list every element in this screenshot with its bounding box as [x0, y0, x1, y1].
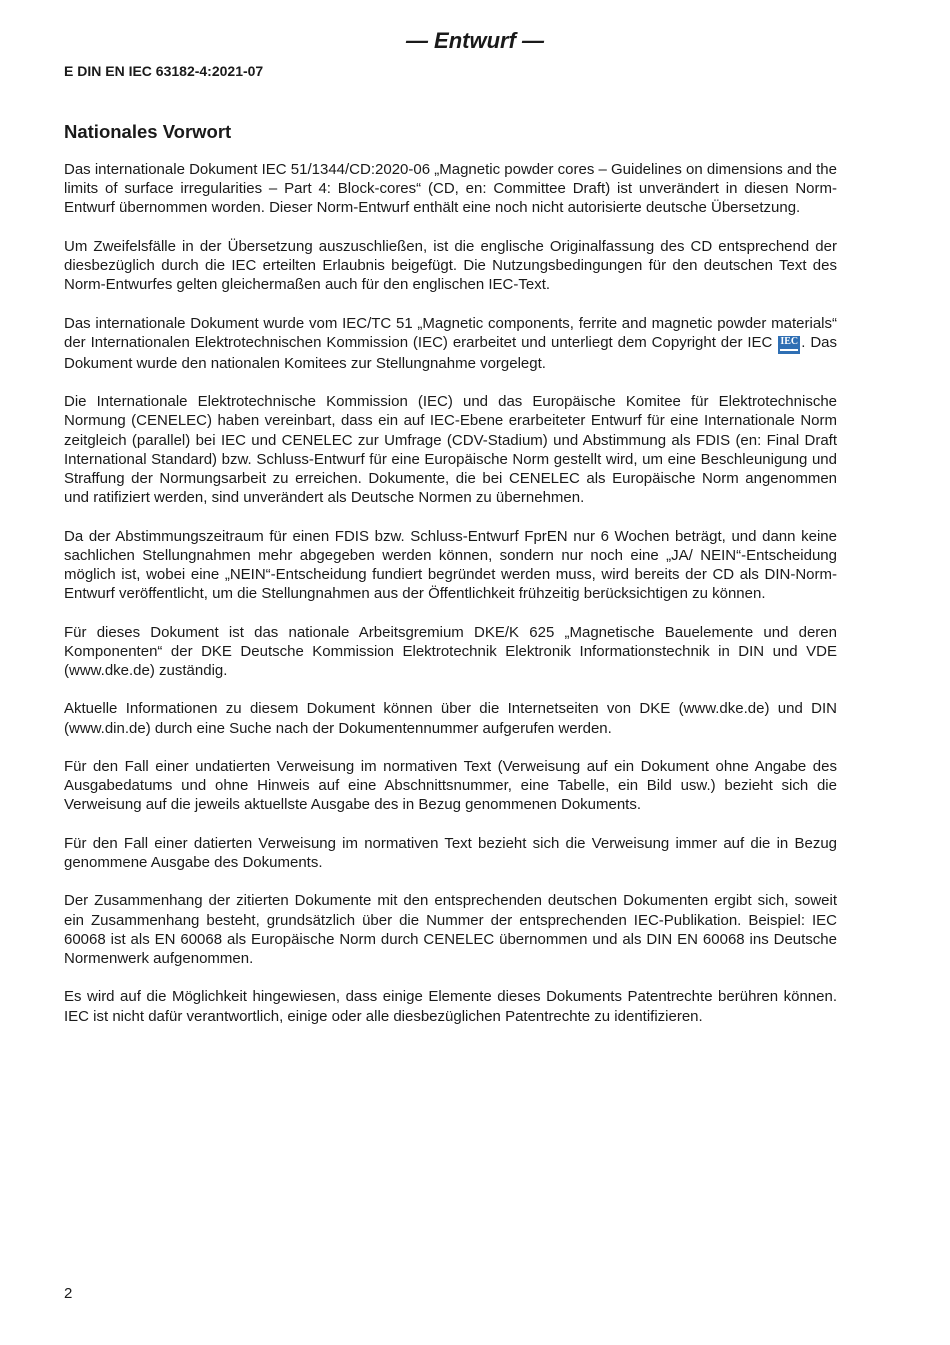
paragraph: Das internationale Dokument IEC 51/1344/CD:2020-06 „Magnetic powder cores – Guidelines on dimensions and the limits of surface irregularities – Part 4: Block-cores“ (CD, en: Committee Draft) ist unverändert in diesen Norm-Entwurf übernommen worden. Dieser Norm-Entwurf enthält eine noch nicht autorisierte deutsche Übersetzung.: [64, 161, 837, 217]
paragraph: Um Zweifelsfälle in der Übersetzung auszuschließen, ist die englische Originalfassung des CD entsprechend der diesbezüglich durch die IEC erteilten Erlaubnis beigefügt. Die Nutzungsbedingungen für den deutschen Text des Norm-Entwurfes gelten gleichermaßen auch für den englischen IEC-Text.: [64, 237, 837, 294]
iec-logo-icon: [778, 336, 800, 354]
paragraph-text: . Das Dokument wurde den nationalen Komitees zur Stellungnahme vorgelegt.: [64, 333, 838, 372]
paragraph: Aktuelle Informationen zu diesem Dokument können über die Internetseiten von DKE (www.dke.de) und DIN (www.din.de) durch eine Suche nach der Dokumentennummer aufgerufen werden.: [64, 700, 837, 737]
page-number: 2: [64, 1285, 73, 1302]
paragraph: Es wird auf die Möglichkeit hingewiesen, dass einige Elemente dieses Dokuments Patentrechte berühren können. IEC ist nicht dafür verantwortlich, einige oder alle diesbezüglichen Patentrechte zu identifizieren.: [64, 988, 837, 1025]
iec-logo-text: IEC: [780, 335, 799, 347]
paragraph: Die Internationale Elektrotechnische Kommission (IEC) und das Europäische Komitee für Elektrotechnische Normung (CENELEC) haben vereinbart, dass ein auf IEC-Ebene erarbeiteter Entwurf für eine Internationale Norm zeitgleich (parallel) bei IEC und CENELEC zur Umfrage (CDV-Stadium) und Abstimmung als FDIS (en: Final Draft International Standard) bzw. Schluss-Entwurf für eine Europäische Norm gestellt wird, um eine Beschleunigung und Straffung der Normungsarbeit zu erreichen. Dokumente, die bei CENELEC als Europäische Norm angenommen und ratifiziert werden, sind unverändert als Deutsche Normen zu übernehmen.: [64, 393, 837, 507]
paragraph-text: Das internationale Dokument wurde vom IEC/TC 51 „Magnetic components, ferrite and magnetic powder materials“ der Internationalen Elektrotechnischen Kommission (IEC) erarbeitet und unterliegt dem Copyright der IEC: [64, 314, 837, 351]
paragraph: Für den Fall einer undatierten Verweisung im normativen Text (Verweisung auf ein Dokument ohne Angabe des Ausgabedatums und ohne Hinweis auf eine Abschnittsnummer, eine Tabelle, ein Bild usw.) bezieht sich die Verweisung auf die jeweils aktuellste Ausgabe des in Bezug genommenen Dokuments.: [64, 757, 837, 814]
paragraph: Für den Fall einer datierten Verweisung im normativen Text bezieht sich die Verweisung immer auf die in Bezug genommene Ausgabe des Dokuments.: [64, 834, 837, 871]
paragraph: Da der Abstimmungszeitraum für einen FDIS bzw. Schluss-Entwurf FprEN nur 6 Wochen beträgt, und dann keine sachlichen Stellungnahmen mehr abgegeben werden können, sondern nur noch eine „JA/ NEIN“-Entscheidung möglich ist, wobei eine „NEIN“-Entscheidung fundiert begründet werden muss, wird bereits der CD als DIN-Norm-Entwurf veröffentlicht, um die Stellungnahmen aus der Öffentlichkeit frühzeitig berücksichtigen zu können.: [64, 527, 837, 603]
section-title: Nationales Vorwort: [64, 121, 232, 142]
paragraph: Der Zusammenhang der zitierten Dokumente mit den entsprechenden deutschen Dokumenten ergibt sich, soweit ein Zusammenhang besteht, grundsätzlich über die Nummer der entsprechenden IEC-Publikation. Beispiel: IEC 60068 ist als EN 60068 als Europäische Norm durch CENELEC übernommen und als DIN EN 60068 ins Deutsche Normenwerk aufgenommen.: [64, 892, 837, 967]
document-body: [64, 120, 837, 1045]
draft-banner: — Entwurf —: [405, 28, 545, 53]
paragraph-copyright: [64, 314, 837, 373]
document-id: E DIN EN IEC 63182-4:2021-07: [64, 63, 264, 79]
paragraph: Für dieses Dokument ist das nationale Arbeitsgremium DKE/K 625 „Magnetische Bauelemente und deren Komponenten“ der DKE Deutsche Kommission Elektrotechnik Elektronik Informationstechnik in DIN und VDE (www.dke.de) zuständig.: [64, 623, 837, 679]
